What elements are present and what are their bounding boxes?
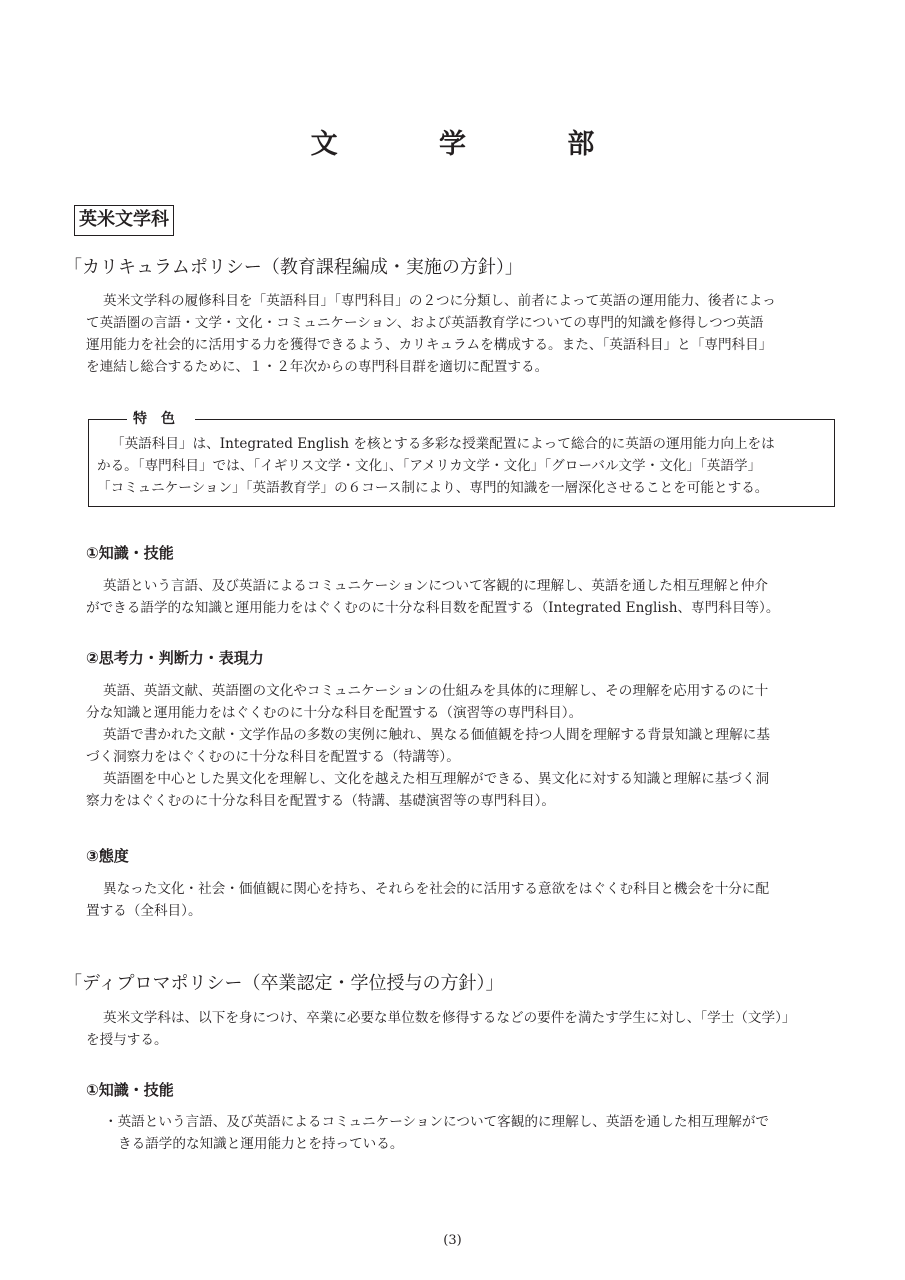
text-line: きる語学的な知識と運用能力とを持っている。 — [118, 1136, 404, 1152]
section-body-thinking — [86, 680, 852, 812]
text-line: 英語、英語文献、英語圏の文化やコミュニケーションの仕組みを具体的に理解し、その理解を応用するのに十 — [103, 683, 769, 699]
feature-text — [97, 433, 829, 499]
text-line: 置する（全科目）。 — [86, 903, 202, 919]
diploma-policy-heading: 「ディプロマポリシー（卒業認定・学位授与の方針）」 — [64, 973, 504, 994]
text-line: 英米文学科の履修科目を「英語科目」「専門科目」の２つに分類し、前者によって英語の運用能力、後者によっ — [103, 293, 776, 309]
text-line: 英語で書かれた文献・文学作品の多数の実例に触れ、異なる価値観を持つ人間を理解する背景知識と理解に基 — [103, 727, 770, 743]
text-line: を授与する。 — [86, 1032, 168, 1048]
text-line: を連結し総合するために、１・２年次からの専門科目群を適切に配置する。 — [86, 359, 549, 375]
text-line: て英語圏の言語・文学・文化・コミュニケーション、および英語教育学についての専門的知識を修得しつつ英語 — [86, 315, 764, 331]
text-line: 運用能力を社会的に活用する力を獲得できるよう、カリキュラムを構成する。また、「英語科目」と「専門科目」 — [86, 337, 773, 353]
section-body-knowledge — [86, 575, 852, 619]
text-line: かる。「専門科目」では、「イギリス文学・文化」、「アメリカ文学・文化」「グローバル文学・文化」「英語学」 — [97, 458, 762, 474]
text-line: ができる語学的な知識と運用能力をはぐくむのに十分な科目数を配置する（Integrated English、専門科目等）。 — [86, 600, 780, 616]
text-line: づく洞察力をはぐくむのに十分な科目を配置する（特講等）。 — [86, 749, 460, 765]
page-title — [0, 122, 905, 161]
section-heading-knowledge: ①知識・技能 — [86, 544, 174, 562]
section-body-attitude — [86, 878, 852, 922]
page-title-char: 文 — [310, 129, 338, 160]
page-title-char: 部 — [567, 129, 595, 160]
feature-label: 特色 — [127, 410, 195, 428]
section-heading-attitude: ③態度 — [86, 847, 129, 865]
curriculum-policy-heading: 「カリキュラムポリシー（教育課程編成・実施の方針）」 — [64, 257, 523, 278]
text-line: ・英語という言語、及び英語によるコミュニケーションについて客観的に理解し、英語を通した相互理解がで — [104, 1114, 770, 1130]
diploma-section-heading-knowledge: ①知識・技能 — [86, 1081, 174, 1099]
text-line: 異なった文化・社会・価値観に関心を持ち、それらを社会的に活用する意欲をはぐくむ科目と機会を十分に配 — [103, 881, 770, 897]
text-line: 英語圏を中心とした異文化を理解し、文化を越えた相互理解ができる、異文化に対する知識と理解に基づく洞 — [103, 771, 770, 787]
diploma-intro — [86, 1007, 852, 1051]
text-line: 分な知識と運用能力をはぐくむのに十分な科目を配置する（演習等の専門科目）。 — [86, 705, 583, 721]
page-number: (3) — [443, 1233, 462, 1248]
text-line: 「英語科目」は、Integrated English を核とする多彩な授業配置によって総合的に英語の運用能力向上をは — [111, 436, 775, 452]
text-line: 英米文学科は、以下を身につけ、卒業に必要な単位数を修得するなどの要件を満たす学生に対し、「学士（文学）」 — [103, 1010, 796, 1026]
department-label: 英米文学科 — [74, 205, 174, 236]
section-heading-thinking: ②思考力・判断力・表現力 — [86, 649, 264, 667]
diploma-bullet-item — [104, 1111, 854, 1155]
page-title-char: 学 — [439, 129, 466, 160]
text-line: 「コミュニケーション」「英語教育学」の６コース制により、専門的知識を一層深化させることを可能とする。 — [97, 480, 769, 496]
text-line: 英語という言語、及び英語によるコミュニケーションについて客観的に理解し、英語を通した相互理解と仲介 — [103, 578, 769, 594]
feature-box — [88, 411, 835, 507]
text-line: 察力をはぐくむのに十分な科目を配置する（特講、基礎演習等の専門科目）。 — [86, 793, 555, 809]
curriculum-intro — [86, 290, 852, 378]
